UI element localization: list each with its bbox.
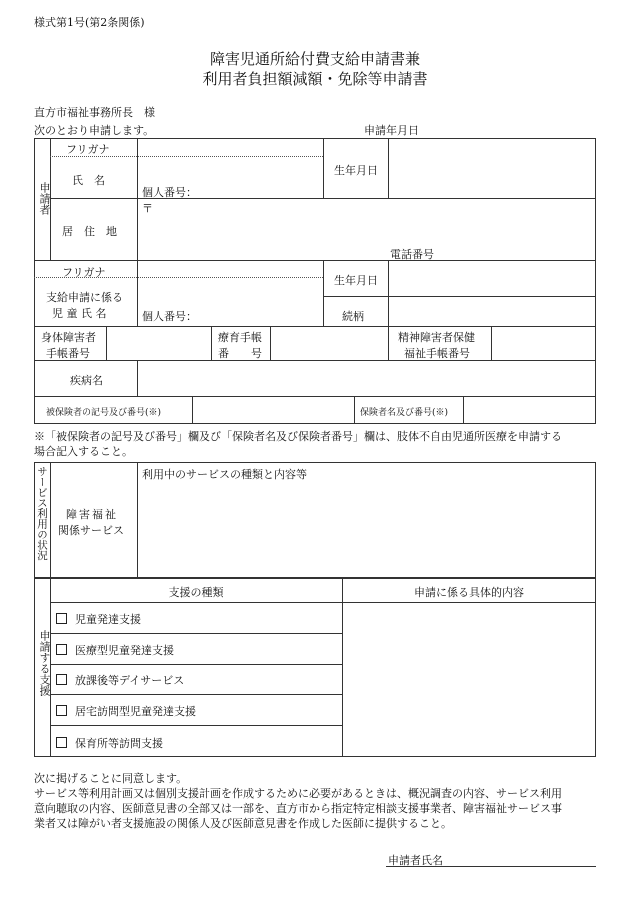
form-number: 様式第1号(第2条関係) — [34, 16, 145, 29]
child-my-number-label: 個人番号： — [142, 310, 197, 323]
applicant-table — [34, 138, 596, 424]
insured-number-label: 被保険者の記号及び番号(※) — [46, 408, 162, 418]
consent-line-4: 業者又は障がい者支援施設の関係人及び医師意見書を作成した医師に提供すること。 — [34, 817, 452, 830]
service-usage-table — [34, 462, 596, 578]
service-usage-section-label: サービス利用の状況 — [36, 466, 48, 561]
checkbox[interactable] — [56, 705, 67, 716]
applicant-address-label: 居 住 地 — [62, 225, 117, 238]
consent-line-3: 意向聴取の内容、医師意見書の全部又は一部を、直方市から指定特定相談支援事業者、障害福祉サービス事 — [34, 802, 562, 815]
title-line-1: 障害児通所給付費支給申請書兼 — [209, 50, 420, 68]
child-furigana-label: フリガナ — [62, 266, 106, 279]
child-dob-label: 生年月日 — [334, 274, 378, 287]
checkbox[interactable] — [56, 737, 67, 748]
signature-label: 申請者氏名 — [388, 854, 443, 867]
addressee: 直方市福祉事務所長 様 — [34, 106, 155, 119]
service-content-label: 利用中のサービスの種類と内容等 — [142, 468, 307, 481]
application-date-label: 申請年月日 — [364, 124, 419, 137]
consent-line-2: サービス等利用計画又は個別支援計画を作成するために必要があるときは、概況調査の内容、サービス利用 — [34, 787, 562, 800]
disease-label: 疾病名 — [70, 374, 103, 387]
signature-line[interactable] — [386, 866, 596, 867]
support-item-label: 児童発達支援 — [75, 613, 141, 626]
title-line-2: 利用者負担額減額・免除等申請書 — [202, 70, 428, 88]
consent-line-1: 次に掲げることに同意します。 — [34, 772, 188, 785]
applicant-section-label: 申請者 — [38, 182, 51, 215]
support-type-header: 支援の種類 — [168, 586, 224, 599]
physical-handbook-label-1: 身体障害者 — [41, 331, 96, 344]
support-item-home-visit-development[interactable] — [56, 703, 196, 719]
support-section-label: 申請する支援 — [38, 630, 51, 696]
child-name-label-2: 児 童 氏 名 — [52, 307, 107, 320]
support-item-nursery-visit-support[interactable] — [56, 735, 163, 751]
insurer-label: 保険者名及び番号(※) — [360, 408, 449, 418]
applicant-name-label: 氏 名 — [72, 174, 105, 187]
applicant-furigana-label: フリガナ — [66, 143, 110, 156]
support-item-after-school-day-service[interactable] — [56, 672, 184, 688]
welfare-service-label-2: 関係サービス — [58, 524, 124, 537]
support-item-label: 居宅訪問型児童発達支援 — [75, 705, 196, 718]
support-detail-header: 申請に係る具体的内容 — [414, 586, 524, 599]
insurance-note-line-2: 場合記入すること。 — [34, 445, 133, 458]
support-table — [34, 578, 596, 757]
checkbox[interactable] — [56, 674, 67, 685]
postal-mark: 〒 — [142, 202, 153, 215]
applicant-my-number-label: 個人番号： — [142, 186, 197, 199]
intro-text: 次のとおり申請します。 — [34, 124, 155, 137]
support-item-label: 医療型児童発達支援 — [75, 644, 174, 657]
checkbox[interactable] — [56, 613, 67, 624]
ryoiku-handbook-label-1: 療育手帳 — [218, 331, 262, 344]
support-item-medical-child-development[interactable] — [56, 642, 174, 658]
checkbox[interactable] — [56, 644, 67, 655]
physical-handbook-label-2: 手帳番号 — [46, 347, 90, 360]
welfare-service-label-1: 障害福祉 — [66, 508, 118, 521]
applicant-dob-label: 生年月日 — [334, 164, 378, 177]
support-item-label: 放課後等デイサービス — [75, 674, 185, 687]
applicant-phone-label: 電話番号 — [390, 248, 434, 261]
support-item-child-development[interactable] — [56, 611, 141, 627]
child-relation-label: 続柄 — [342, 310, 364, 323]
insurance-note-line-1: ※「被保険者の記号及び番号」欄及び「保険者名及び保険者番号」欄は、肢体不自由児通所医療を申請する — [34, 430, 562, 443]
ryoiku-handbook-label-2: 番 号 — [218, 347, 262, 360]
mental-handbook-label-2: 福祉手帳番号 — [404, 347, 470, 360]
mental-handbook-label-1: 精神障害者保健 — [398, 331, 475, 344]
support-item-label: 保育所等訪問支援 — [75, 737, 163, 750]
child-name-label-1: 支給申請に係る — [46, 291, 123, 304]
